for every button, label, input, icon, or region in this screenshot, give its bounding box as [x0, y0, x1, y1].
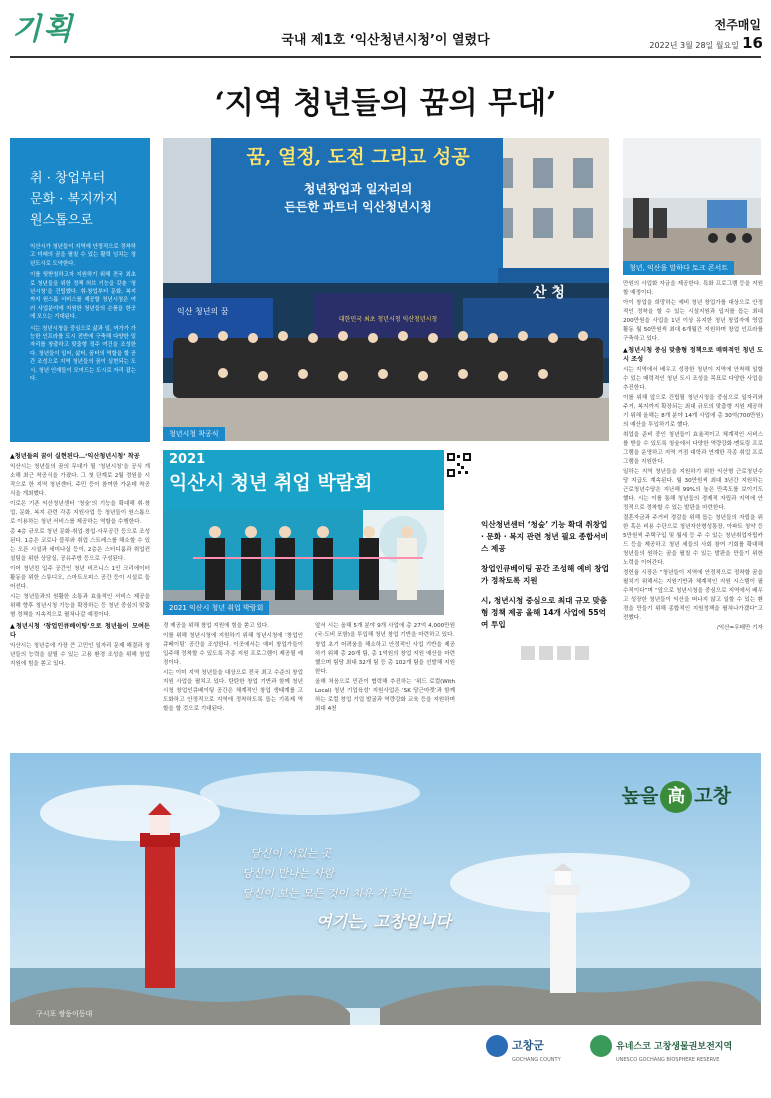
paragraph: 앞서 시는 올해 5개 분야 9개 사업에 총 27억 4,000만원(국·도비 포함)을 투입해 청년 창업 기반을 마련하고 있다.: [315, 623, 455, 638]
fair-year: 2021: [169, 452, 206, 467]
paragraph: 창업 초기 어려움을 해소하고 안정적인 사업 기반을 제공하기 위해 총 20개 팀, 총 1억원의 창업 지원 예산을 마련했으며 팀당 최대 32개 팀 등 총 102개 팀을 선발해 지원한다.: [315, 642, 455, 675]
key-points: [481, 519, 611, 639]
key-point: 익산청년센터 ‘청숲’ 기능 확대 취창업 · 문화 · 복지 관련 청년 필요 종합서비스 제공: [481, 520, 608, 553]
stage-sign-center: 대한민국 최초 청년시청 익산청년시청: [338, 316, 438, 323]
lead-heading-line: 취 · 창업부터: [30, 171, 106, 186]
ad-copy-headline: 여기는, 고창입니다: [316, 912, 451, 931]
subheading: ▲청년들의 꿈이 실현된다…‘익산청년시청’ 착공: [10, 453, 140, 460]
county-name-en: GOCHANG COUNTY: [512, 1057, 561, 1063]
article-column-1: [10, 450, 150, 735]
biosphere-name: 유네스코 고창생물권보전지역: [616, 1042, 733, 1052]
ad-copy-line: 당신이 만나는 사람: [242, 867, 335, 880]
header-rule: [10, 56, 761, 58]
divider-square: [557, 646, 571, 660]
section-label: 기획: [12, 12, 74, 47]
headline: ‘지역 청년들의 꿈의 무대’: [214, 86, 557, 121]
gochang-county-logo[interactable]: [486, 1035, 561, 1063]
divider-square: [575, 646, 589, 660]
slogan-pre: 높을: [621, 785, 659, 807]
paragraph: 경 제공을 위해 창업 지원에 힘을 쏟고 있다.: [163, 623, 270, 629]
banner-slogan: 꿈, 열정, 도전 그리고 성공: [246, 146, 470, 168]
paragraph: 시는 이미 지역 청년들을 대상으로 전국 최고 수준의 창업 지원 사업을 펼치고 있다. 탄탄한 창업 기반과 함께 청년시청 창업인큐베이팅 공간은 체계적인 창업 생태계를 고도화하고 안정적으로 지역에 정착하도록 돕는 기폭제 역할을 할 것으로 기대된다.: [163, 670, 303, 712]
main-photo: [163, 138, 609, 441]
photo-caption: 청년, 익산을 말하다 토크 콘서트: [623, 261, 734, 275]
banner-line-1: 청년창업과 일자리의: [303, 182, 413, 196]
building-sign: 산 청: [533, 285, 565, 301]
talk-concert-photo: [623, 138, 761, 275]
byline: /익산=우태만 기자: [716, 625, 763, 631]
county-name: 고창군: [512, 1039, 544, 1052]
lead-paragraph: 시는 청년시청을 중심으로 삶과 일, 여가가 가능한 인프라를 도시 전반에 구축해 다양한 일자리를 창출하고 맞춤형 정주 여건을 조성한다. 청년들이 일터, 삶터, 꿈터의 역할을 할 공간 조성으로 지역 청년들의 꿈이 실현되는 도시, 청년 인재들이 모여드는 도시로 자리 잡는다.: [30, 325, 136, 383]
article-column-4: [623, 280, 763, 740]
gochang-advertisement: [10, 753, 761, 1073]
paragraph: 익산시는 청년층에 가장 큰 고민인 일자리 문제 해결과 청년들의 능력을 살릴 수 있는 고용 환경 조성을 위해 창업 지원에 힘을 쏟고 있다.: [10, 643, 150, 667]
qr-code[interactable]: [446, 452, 472, 478]
stage-sign-left: 익산 청년의 꿈: [177, 307, 229, 316]
fair-title: 익산시 청년 취업 박람회: [169, 472, 373, 494]
paragraph: 이를 위해 청년시청에 지원하기 위해 청년시청에 ‘창업인큐베이팅’ 공간을 조성한다. 이곳에서는 예비 창업가들이 입주해 정착할 수 있도록 각종 지원 프로그램이 제공될 예정이다.: [163, 633, 303, 666]
paragraph: 이어 청년친 입주 공간인 청년 비즈니스 1인 크리에이터 활동을 위한 스튜디오, 스마트오피스 공간 등이 시설로 들어선다.: [10, 566, 150, 590]
lead-paragraph: 이를 뒷받침하고자 지원하기 위해 전국 최초로 청년들을 위한 정책 허브 기능을 갖춘 ‘청년시청’을 건립했다. 취·창업부터 문화, 복지까지 원스톱 서비스를 제공할 청년시청은 여러 사업분야에 지원한 청년들의 손품을 한곳에 모으는 기대된다.: [30, 272, 136, 321]
paragraph: 일하는 지역 청년들을 지원하기 위한 익산형 근로청년수당 지급도 계속된다. 월 30만원씩 최대 3년간 지원하는 근로청년수당은 지난해 99%의 높은 만족도를 보이기도 했다. 시는 이를 통해 청년들의 경제적 자립과 지역에 안정적으로 정착할 수 있는 발판을 마련한다.: [623, 469, 763, 511]
paragraph: 익산시는 청년들의 꿈의 무대가 될 ‘청년시청’을 공식 개소해 최근 착공식을 가졌다. 그 첫 단계로 2월 정원을 시작으로 한 지역 청년센터, 주민 등이 참여한 가운데 착공식을 개최했다.: [10, 464, 150, 497]
newspaper-name: 전주매일: [714, 18, 761, 32]
top-title: 국내 제1호 ‘익산청년시청’이 열렸다: [281, 33, 490, 48]
subheading: ▲청년시청 ‘창업인큐베이팅’으로 청년들이 모여든다: [10, 623, 150, 639]
slogan-post: 고창: [694, 785, 731, 807]
slogan-hi-icon: 高: [660, 781, 692, 813]
ad-slogan-logo: [622, 781, 731, 813]
paragraph: 시는 청년들과의 원활한 소통과 효율적인 서비스 제공을 위해 향후 청년시청 기능을 확장하는 등 청년 중심의 맞춤형 정책을 지속적으로 펼쳐나갈 예정이다.: [10, 594, 150, 618]
paragraph: 이로은 기존 익산청년센터 ‘청숲’의 기능을 확대해 취·창업, 문화, 복지 관련 각종 지원사업 등 청년들이 원스톱으로 이용하는 청년 서비스를 제공하는 역할을 수행한다.: [10, 501, 150, 525]
paragraph: 결혼자금과 주거비 경감을 위해 돕는 청년들의 자립을 위한 혹은 비용 수단으로 청년자산형성통장, 아파트 청약 등 5만원씩 주택구입 및 월세 등 주 수 있는 청년취업자립카드 등을 제공하고 청년 세들의 사회 참여 기회를 확대해 청년들의 원하는 꿈을 펼칠 수 있는 발판을 만들기 위한 노력을 이어간다.: [623, 515, 763, 566]
divider-squares: [521, 645, 593, 664]
ad-copy-line: 당신이 서있는 곳: [250, 847, 332, 860]
paragraph: 아이 창업을 희망하는 예비 청년 창업가를 대상으로 안정적인 정착을 할 수 있는 시설지원과 입지를 돕는 최대 200만원을 사업을 1년 이상 유지한 청년 창업자에 영업활동 월 50만원씩 최대 6개월간 지원하며 창업 인프라를 구축하고 있다.: [623, 300, 763, 342]
unesco-biosphere-logo[interactable]: [590, 1035, 732, 1063]
issue-date: 2022년 3월 28일 월요일: [649, 41, 739, 50]
paragraph: 총 4층 규모로 청년 문화·취업·창업·사무공간 등으로 조성된다. 1층은 코로나 블루와 취업 스트레스를 해소할 수 있는 오픈 시설과 세미나실 등이, 2층은 스터디룸과 취업컨설팅을 위한 상담실, 공유주방 등으로 구성된다.: [10, 529, 150, 562]
article-column-2: [163, 622, 303, 742]
qr-code-icon: [446, 452, 472, 478]
divider-square: [539, 646, 553, 660]
paragraph: 시는 지역에서 배우고 성장한 청년이 지역에 안착해 일할 수 있는 매력적인 청년 도시 조성을 목표로 다양한 사업을 추진한다.: [623, 367, 763, 391]
lead-heading-line: 문화 · 복지까지: [30, 192, 118, 207]
key-point: 시, 청년시청 중심으로 최대 규모 맞춤형 정책 제공 올해 14개 사업에 55억여 투입: [481, 596, 608, 629]
article-column-3: [315, 622, 455, 742]
ad-copy-line: 당신이 보는 모든 것이 치유 가 되는: [242, 887, 412, 900]
paragraph: 취업을 준비 중인 청년들이 효율적이고 체계적인 서비스를 받을 수 있도록 청숲에서 다양한 역량강화·멘토링 프로그램을 운영하고 지역 거점 대학과 연계한 각종 취업 프로그램을 지원한다.: [623, 432, 763, 465]
page-header: [0, 0, 771, 58]
photo-caption: 2021 익산시 청년 취업 박람회: [163, 601, 269, 615]
key-point: 창업인큐베이팅 공간 조성해 예비 창업가 정착토록 지원: [481, 564, 609, 585]
paragraph: 이를 위해 앞으로 건립될 청년시청을 중심으로 일자리와 주거, 복지까지 확장되는 최대 규모의 맞춤형 지원 제공하기 위해 올해는 8개 분야 14개 사업에 총 30억(700만원)의 예산을 투입하기로 했다.: [623, 395, 763, 428]
paragraph: 정헌율 시장은 “청년들이 지역에 안정적으로 정착할 꿈을 펼치기 위해서는 지원기반과 체계적인 지원 시스템이 필수적이다”며 “앞으로 청년시청을 중심으로 지역에서 배우고 성장한 청년들이 익산을 떠나지 않고 일할 수 있는 환경을 만들기 위해 종합적인 지원정책을 펼쳐나가겠다”고 전했다.: [623, 570, 763, 621]
lead-heading: [30, 168, 136, 231]
lead-heading-line: 원스톱으로: [30, 213, 93, 228]
job-fair-photo: [163, 450, 444, 615]
talk-concert-image: [623, 138, 761, 275]
ad-photo-caption: 구시포 쌍둥이등대: [36, 1010, 93, 1018]
photo-caption: 청년시청 착공식: [163, 427, 225, 441]
banner-line-2: 든든한 파트너 익산청년시청: [284, 200, 432, 214]
lead-box: [10, 138, 150, 442]
ad-footer: [10, 1025, 761, 1073]
divider-square: [521, 646, 535, 660]
county-emblem-icon: [486, 1035, 508, 1057]
paragraph: 만원의 사업화 자금을 제공한다. 특화 프로그램 등을 지원할 예정이다.: [623, 281, 763, 296]
subheading: ▲청년시청 중심 맞춤형 정책으로 매력적인 청년 도시 조성: [623, 347, 763, 363]
biosphere-emblem-icon: [590, 1035, 612, 1057]
paragraph: 올해 처음으로 민관이 협력해 추진하는 ‘위드 로컬(With Local) 청년 기업육성’ 지원사업은 ‘SK 당근마켓’과 함께하는 로컬 창업 기업 발굴과 역량강화 교육 등을 지원하며 최대 4천: [315, 679, 455, 712]
biosphere-name-en: UNESCO GOCHANG BIOSPHERE RESERVE: [616, 1057, 720, 1063]
lead-paragraph: 익산시가 청년들이 지역에 안정적으로 정착하고 미래의 꿈을 펼칠 수 있는 활력 넘치는 청년도시로 도약한다.: [30, 244, 136, 267]
page-number: 16: [742, 34, 763, 52]
